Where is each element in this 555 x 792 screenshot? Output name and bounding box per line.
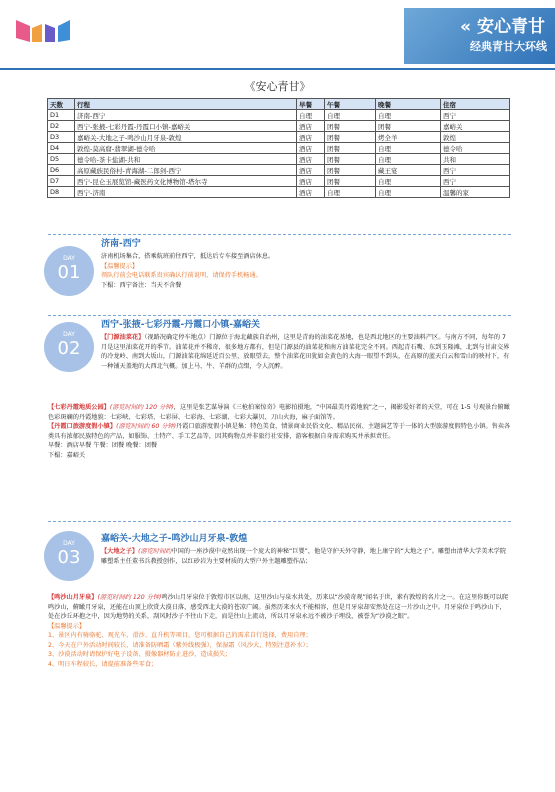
day-02-meals: 早餐：酒店早餐 午餐：团餐 晚餐：团餐 [48,442,158,449]
day-badge-01 [44,246,94,296]
col-lunch: 午餐 [325,99,376,110]
table-row [48,132,510,143]
cell: 自理 [376,176,441,187]
spot-label: 【七彩丹霞地质公园】 [48,404,110,411]
tip-item: 4、明日车程较长，请提前准备些零食； [48,660,158,668]
cell: 敦煌-莫高窟-翡翠湖-德令哈 [75,143,297,154]
day-01-tips-text: 领队行前会电话联系贵宾确认行前说明，请保持手机畅通。 [101,272,262,279]
tip-item: 2、今天在户外活动时间较长，请准备防晒霜（紫外线极强），保湿霜（风沙大，特别注意补水）； [48,641,312,649]
cell: 团餐 [376,121,441,132]
doc-title: 《安心青甘》 [244,80,311,93]
cell: 团餐 [325,165,376,176]
table-row [48,187,510,198]
table-row [48,110,510,121]
cell: 酒店 [297,165,325,176]
cell: 自理 [376,143,441,154]
day-number: 03 [57,547,81,568]
day-01-tips-title: 【温馨提示】 [101,262,139,270]
cell: 酒店 [297,176,325,187]
cell: 藏王宴 [376,165,441,176]
day-01-section [101,238,511,290]
header-subtitle: 经典青甘大环线 [470,40,547,53]
spot-label: 【丹霞口旅游度假小镇】 [48,423,117,430]
cell: 自理 [376,110,441,121]
day-badge-03 [44,531,94,581]
cell: 自理 [325,187,376,198]
cell: 西宁-张掖-七彩丹霞-丹霞口小镇-嘉峪关 [75,121,297,132]
spot-text: 丹霞口旅游度假小镇是集：特色美食、情景商业民俗文化、精品民宿、主题演艺等于一体的大型旅游度假特色小镇。售卖各类具有浓郁民族特色的产品，如服饰、土特产、手工艺品等，因其购物点并非旅行社安排，游客根据自身需求购买并承担责任。 [48,423,511,440]
cell: 烤全羊 [376,132,441,143]
spot-text: 中国的一座沙漠中竟然出现一个庞大的神秘“巨婴”，他是守护天外守静，地上康宁的“大地之子”。雕塑由清华大学美术学院雕塑系主任董书兵教授创作，以红砂岩为主要材质的大型户外主题雕塑作品； [101,548,507,565]
spot-time: (游览时间约 120 分钟) [97,594,162,601]
cell: 西宁-济南 [75,187,297,198]
cell: 酒店 [297,187,325,198]
header-divider [0,68,555,70]
cell: 西宁 [441,176,510,187]
spot-time: (游览时间约 60 分钟) [116,423,177,430]
cell: D1 [48,110,75,121]
spot-time: (游览时间约 120 分钟) [109,404,174,411]
day-label: DAY [63,540,75,547]
table-row [48,121,510,132]
tip-item: 1、景区内有骑骆驼、观光车、滑沙、直升机等项目，您可根据自己的需求自行选择，费用自理； [48,632,312,639]
cell: 济南-西宁 [75,110,297,121]
spot-text: 鸣沙山月牙泉位于敦煌市区以南，这里沙山与泉水共处，历来以“沙漠奇观”闻名于世，素有敦煌的名片之一。在这里你既可以爬鸣沙山，俯瞰月牙泉，还能在山顶上欣赏大漠日落，感受西北大漠的苍凉广阔。虽然历来水火不能相容，但是月牙泉却安然处在这一片沙山之中。月牙泉位于鸣沙山下，处在沙丘环抱之中，因为地势的关系，刮风时沙子不往山下走，而是往山上流动，所以月牙泉永远不被沙子埋没，被誉为“沙漠之眼”。 [48,594,509,620]
spot-label: 【大地之子】 [101,548,139,555]
day-03-details [48,593,511,669]
day-01-route: 济南-西宁 [101,239,141,249]
day-02-para-3 [48,422,511,441]
cell: 酒店 [297,143,325,154]
cell: 温馨的家 [441,187,510,198]
day-badge-02 [44,322,94,372]
cell: 酒店 [297,121,325,132]
table-row [48,143,510,154]
col-breakfast: 早餐 [297,99,325,110]
cell: D4 [48,143,75,154]
cell: D3 [48,132,75,143]
cell: D2 [48,121,75,132]
day-03-tips-title: 【温馨提示】 [48,622,86,630]
cell: 敦煌 [441,132,510,143]
col-dinner: 晚餐 [376,99,441,110]
cell: 团餐 [325,176,376,187]
cell: 酒店 [297,154,325,165]
cell: 德令哈 [441,143,510,154]
day-label: DAY [63,331,75,338]
day-03-para-2 [48,593,511,622]
day-01-meals: 下榻：西宁备注：当天不含餐 [101,281,182,289]
col-route: 行程 [75,99,297,110]
section-divider [48,521,511,522]
cell: 酒店 [297,132,325,143]
spot-time: (游览时间约 [138,548,172,555]
day-03-route: 嘉峪关-大地之子-鸣沙山月牙泉-敦煌 [101,534,248,544]
table-header-row [48,99,510,110]
spot-text: ，这里是张艺谋导演《三枪拍案惊奇》电影拍摄地，“中国最美丹霞地貌”之一，揭影爱好者的天堂，可在 1-5 号观景台俯瞰色彩斑斓的丹霞地貌：七彩峡、七彩塔、七彩屏、七彩海、七彩湖、七彩大瀑贝、刀山火海，麻子面馆等。 [48,404,510,421]
col-day: 天数 [48,99,75,110]
cell: 高原藏族民俗村-青海湖-二郎剑-西宁 [75,165,297,176]
cell: 自理 [297,110,325,121]
cell: 团餐 [325,154,376,165]
day-02-details [48,403,511,460]
section-divider [48,315,511,316]
cell: 德令哈-茶卡盐湖-共和 [75,154,297,165]
cell: 自理 [325,110,376,121]
table-row [48,165,510,176]
section-divider [48,234,511,235]
day-02-para-2 [48,403,511,422]
table-row [48,154,510,165]
cell: 西宁-昆仑玉展览馆-藏医药文化博物馆-塔尔寺 [75,176,297,187]
cell: D6 [48,165,75,176]
spot-label: 【鸣沙山月牙泉】 [48,594,98,601]
day-02-stay: 下榻：嘉峪关 [48,451,86,459]
table-row [48,176,510,187]
day-number: 01 [57,262,81,283]
cell: 西宁 [441,110,510,121]
cell: D8 [48,187,75,198]
day-02-para-1 [101,333,511,371]
cell: 团餐 [325,143,376,154]
cell: 嘉峪关 [441,121,510,132]
day-03-para-1 [101,547,511,566]
cell: 团餐 [325,132,376,143]
header-title: « 安心青甘 [460,17,545,37]
itinerary-table [47,98,510,198]
col-stay: 住宿 [441,99,510,110]
spot-text: （视路况确定停车地点）门源位于海北藏族自治州，这里是青海的油菜花基地，也是西北地区的主要油料产区。与南方不同，每年的 7 月是这里油菜花开的季节。油菜花并不稀奇，很多地方都有，但是门源县的油菜花和南方油菜花完全不同。西起青石嘴、东到玉隆滩，北到与甘肃交界的冷龙岭、南到大坂山，门源油菜花绵延近百公里，放眼望去，整个油菜花田犹如金黄色的大海一眼望不到头，在高原的蓝天白云和雪山的映衬下，有一种铺天盖地的大西北气概。加上马、牛、羊群的点缀，令人沉醉。 [101,334,510,370]
day-01-text: 济南机场集合，搭乘航班前往西宁，抵达后专车接至酒店休息。 [101,253,275,260]
tip-item: 3、沙漠活动时请保护好电子设备、摄像器材防止进沙，造成损失； [48,651,232,658]
cell: 自理 [376,187,441,198]
spot-label: 【门源油菜花】 [101,334,145,341]
day-03-route-block [101,533,511,566]
day-number: 02 [57,338,81,359]
cell: D5 [48,154,75,165]
day-02-route: 西宁-张掖-七彩丹霞-丹霞口小镇-嘉峪关 [101,320,260,330]
brand-logo [14,12,84,46]
day-label: DAY [63,255,75,262]
cell: D7 [48,176,75,187]
cell: 共和 [441,154,510,165]
cell: 团餐 [325,121,376,132]
cell: 西宁 [441,165,510,176]
cell: 自理 [376,154,441,165]
cell: 嘉峪关-大地之子-鸣沙山月牙泉-敦煌 [75,132,297,143]
header-banner [404,8,555,64]
day-02-route-block [101,319,511,371]
